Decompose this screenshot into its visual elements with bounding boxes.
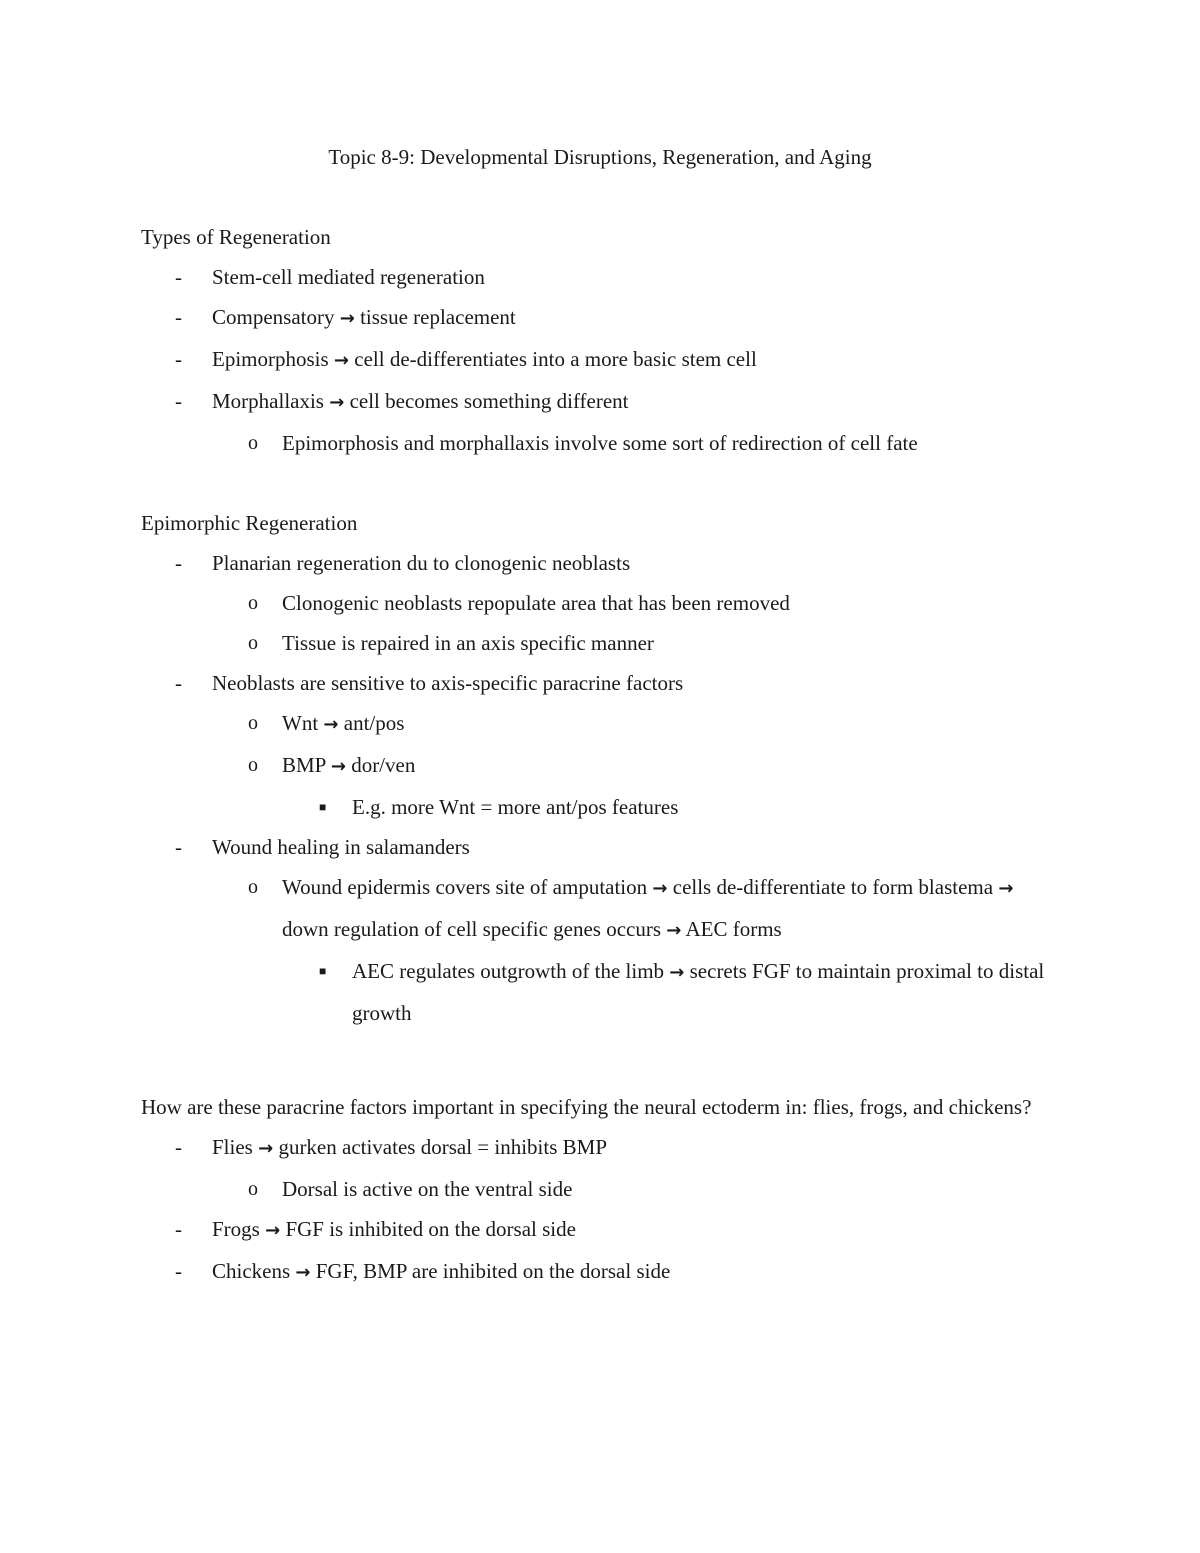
list-item-text: AEC regulates outgrowth of the limb → secrets FGF to maintain proximal to distal growth bbox=[352, 959, 1045, 1025]
dash-bullet: - bbox=[175, 671, 182, 695]
list-item bbox=[141, 339, 1061, 381]
sub-list-item bbox=[141, 867, 1061, 951]
arrow-icon: → bbox=[333, 350, 350, 371]
sub-list-item bbox=[141, 623, 1061, 663]
sub-list-item bbox=[141, 703, 1061, 745]
section-heading: How are these paracrine factors important in specifying the neural ectoderm in: flies, frogs, and chickens? bbox=[141, 1095, 1032, 1119]
list-item bbox=[141, 543, 1061, 583]
circle-bullet: o bbox=[248, 432, 258, 454]
list-item-text: Chickens → FGF, BMP are inhibited on the dorsal side bbox=[212, 1259, 671, 1283]
list-item-text: Wound healing in salamanders bbox=[212, 835, 470, 859]
sub-sub-list-item bbox=[141, 787, 1061, 827]
arrow-icon: → bbox=[998, 878, 1014, 899]
square-bullet: ■ bbox=[319, 964, 327, 978]
list-item-text: Tissue is repaired in an axis specific manner bbox=[282, 631, 654, 655]
section-types-of-regeneration bbox=[141, 217, 1061, 463]
list-item bbox=[141, 663, 1061, 703]
square-bullet: ■ bbox=[319, 800, 327, 814]
dash-bullet: - bbox=[175, 305, 182, 329]
sub-sub-list-item bbox=[141, 951, 1061, 1033]
circle-bullet: o bbox=[248, 754, 258, 776]
list-item-text: Planarian regeneration du to clonogenic neoblasts bbox=[212, 551, 631, 575]
list-item-text: E.g. more Wnt = more ant/pos features bbox=[352, 795, 679, 819]
arrow-icon: → bbox=[669, 962, 685, 983]
circle-bullet: o bbox=[248, 592, 258, 614]
list-item-text: Epimorphosis and morphallaxis involve some sort of redirection of cell fate bbox=[282, 431, 918, 455]
dash-bullet: - bbox=[175, 347, 182, 371]
list-item-text: Wound epidermis covers site of amputation → cells de-differentiate to form blastema → down regulation of cell specific genes occurs → AEC forms bbox=[282, 875, 1014, 941]
circle-bullet: o bbox=[248, 632, 258, 654]
arrow-icon: → bbox=[323, 714, 339, 735]
list-item-text: Wnt → ant/pos bbox=[282, 711, 405, 735]
list-item-text: Stem-cell mediated regeneration bbox=[212, 265, 485, 289]
list-item bbox=[141, 381, 1061, 423]
list-item bbox=[141, 1127, 1061, 1169]
dash-bullet: - bbox=[175, 551, 182, 575]
arrow-icon: → bbox=[295, 1262, 311, 1283]
arrow-icon: → bbox=[652, 878, 668, 899]
list-item-text: Compensatory → tissue replacement bbox=[212, 305, 516, 329]
circle-bullet: o bbox=[248, 712, 258, 734]
arrow-icon: → bbox=[339, 308, 355, 329]
list-item bbox=[141, 297, 1061, 339]
sub-list-item bbox=[141, 423, 1061, 463]
list-item bbox=[141, 257, 1061, 297]
circle-bullet: o bbox=[248, 1178, 258, 1200]
list-item bbox=[141, 1209, 1061, 1251]
sub-list-item bbox=[141, 745, 1061, 787]
dash-bullet: - bbox=[175, 389, 182, 413]
list-item-text: Flies → gurken activates dorsal = inhibits BMP bbox=[212, 1135, 607, 1159]
dash-bullet: - bbox=[175, 835, 182, 859]
list-item-text: Frogs → FGF is inhibited on the dorsal side bbox=[212, 1217, 576, 1241]
dash-bullet: - bbox=[175, 265, 182, 289]
arrow-icon: → bbox=[258, 1138, 274, 1159]
arrow-icon: → bbox=[330, 756, 346, 777]
arrow-icon: → bbox=[265, 1220, 281, 1241]
section-heading: Types of Regeneration bbox=[141, 225, 331, 249]
dash-bullet: - bbox=[175, 1217, 182, 1241]
section-epimorphic-regeneration bbox=[141, 503, 1061, 1033]
arrow-icon: → bbox=[666, 920, 682, 941]
list-item bbox=[141, 1251, 1061, 1293]
list-item-text: BMP → dor/ven bbox=[282, 753, 416, 777]
dash-bullet: - bbox=[175, 1135, 182, 1159]
sub-list-item bbox=[141, 1169, 1061, 1209]
list-item-text: Neoblasts are sensitive to axis-specific paracrine factors bbox=[212, 671, 684, 695]
list-item-text: Epimorphosis → cell de-differentiates into a more basic stem cell bbox=[212, 347, 757, 371]
sub-list-item bbox=[141, 583, 1061, 623]
list-item-text: Morphallaxis → cell becomes something different bbox=[212, 389, 629, 413]
section-paracrine-question bbox=[141, 1087, 1061, 1293]
list-item bbox=[141, 827, 1061, 867]
dash-bullet: - bbox=[175, 1259, 182, 1283]
list-item-text: Dorsal is active on the ventral side bbox=[282, 1177, 573, 1201]
list-item-text: Clonogenic neoblasts repopulate area that has been removed bbox=[282, 591, 790, 615]
circle-bullet: o bbox=[248, 876, 258, 898]
section-heading: Epimorphic Regeneration bbox=[141, 511, 358, 535]
document-title: Topic 8-9: Developmental Disruptions, Regeneration, and Aging bbox=[328, 145, 872, 169]
arrow-icon: → bbox=[329, 392, 345, 413]
